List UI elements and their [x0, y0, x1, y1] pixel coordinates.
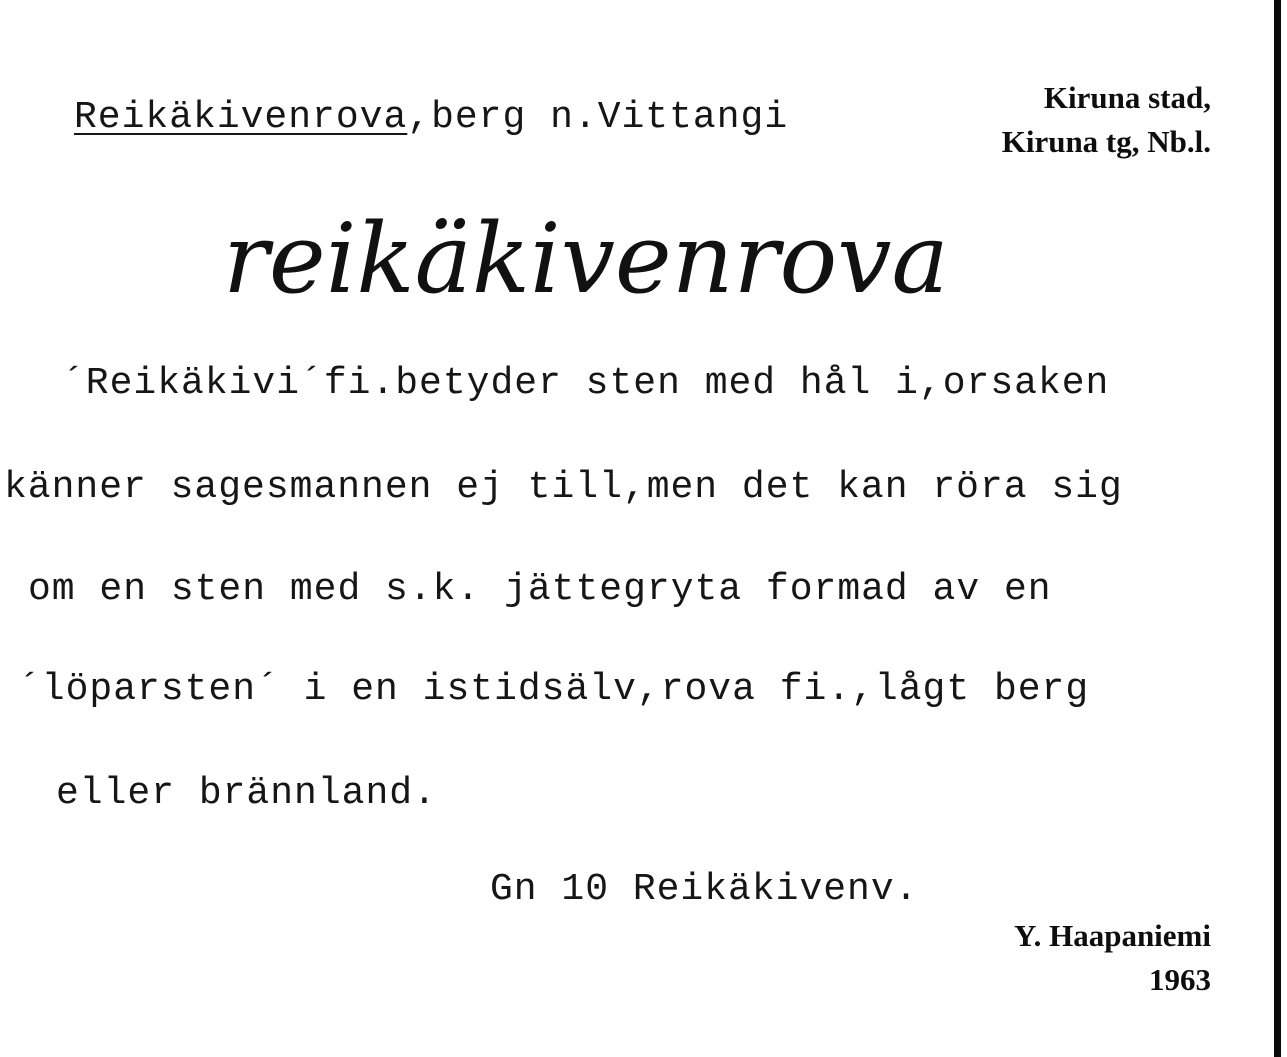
location-stamp-line-1: Kiruna stad,: [1043, 80, 1211, 115]
body-line-2: känner sagesmannen ej till,men det kan röra sig: [4, 466, 1123, 509]
body-line-1: ´Reikäkivi´fi.betyder sten med hål i,orsaken: [62, 362, 1110, 405]
informant-line: Gn 10 Reikäkivenv.: [490, 868, 919, 911]
handwritten-name-text: reikäkivenrova: [223, 203, 949, 315]
location-stamp-line-2: Kiruna tg, Nb.l.: [1001, 124, 1211, 159]
body-line-5: eller brännland.: [56, 772, 437, 815]
place-name: Reikäkivenrova: [74, 96, 408, 139]
header-heading: [74, 96, 788, 139]
body-line-4: ´löparsten´ i en istidsälv,rova fi.,lågt berg: [18, 668, 1090, 711]
body-line-3: om en sten med s.k. jättegryta formad av en: [28, 568, 1052, 611]
card-edge-line: [1274, 0, 1281, 1057]
collector-name: Y. Haapaniemi: [1014, 918, 1211, 953]
handwritten-place-name: [215, 200, 1035, 320]
collection-year: 1963: [1149, 962, 1211, 997]
place-description: ,berg n.Vittangi: [407, 96, 789, 139]
